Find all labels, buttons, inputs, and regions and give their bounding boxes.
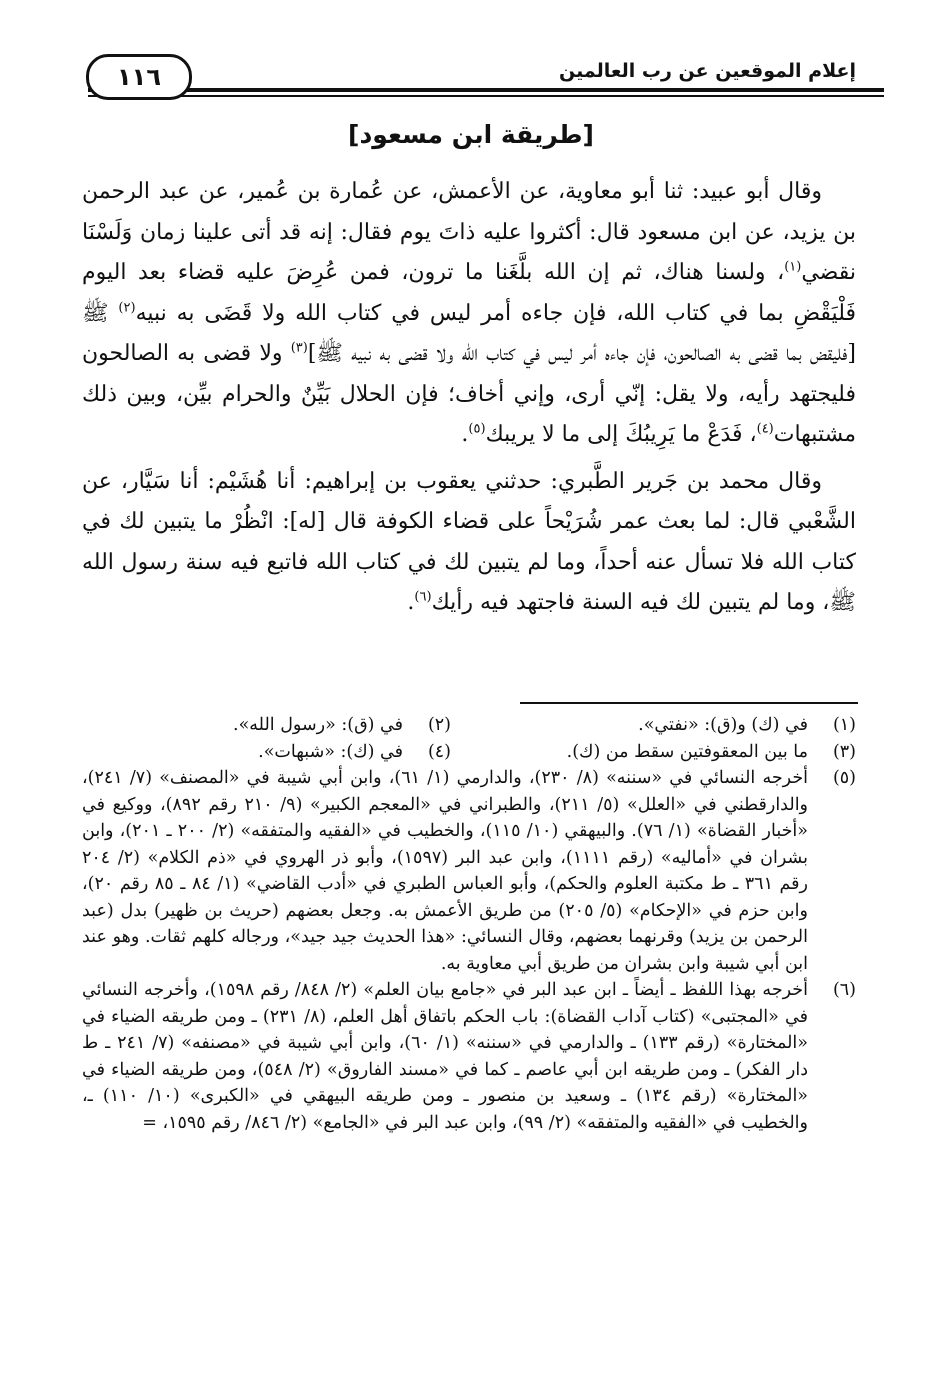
text-run: ﷺ [فليقض بما قضى به الصالحون، فإن جاءه أمر ليس في كتاب الله ولا قضى به نبيه ﷺ] (82, 300, 857, 366)
page-number-badge: ١١٦ (86, 54, 192, 100)
running-title: إعلام الموقعين عن رب العالمين (559, 60, 856, 82)
footnote-number: (٦) (832, 980, 856, 1000)
footnote-text: ما بين المعقوفتين سقط من (ك). (566, 741, 808, 762)
footnote-ref-6[interactable]: (٦) (414, 589, 432, 605)
text-run: ولا قضى به الصالحون فليجتهد رأيه، ولا يقل: إنّي أرى، وإني أخاف؛ فإن الحلال بَيِّنٌ والحرام بيِّن، وبين ذلك مشتبهات (82, 341, 856, 447)
footnote-text: في (ك) و(ق): «نفتي». (638, 715, 808, 735)
footnotes (82, 712, 856, 1136)
text-run: ، ولسنا هناك، ثم إن الله بلَّغَنا ما ترون، فمن عُرِضَ عليه قضاء بعد اليوم فَلْيَقْضِ بما في كتاب الله، فإن جاءه أمر ليس في كتاب الله ولا قَضَى به نبيه (82, 260, 856, 326)
footnote-6 (82, 977, 856, 1136)
footnote-2 (233, 712, 451, 739)
footnote-5 (82, 765, 856, 977)
header-rule-thick (88, 88, 884, 92)
page-header (88, 52, 884, 102)
footnote-ref-2[interactable]: (٢) (118, 300, 136, 316)
footnote-number: (٥) (832, 768, 856, 788)
footnote-text: في (ك): «شبهات». (258, 741, 403, 762)
header-rule-thin (88, 95, 884, 97)
section-title: [طريقة ابن مسعود] (348, 120, 594, 149)
footnote-number: (١) (832, 715, 856, 735)
footnote-ref-4[interactable]: (٤) (756, 421, 774, 437)
footnote-pair-3-4 (82, 739, 856, 766)
footnote-separator (520, 702, 858, 704)
footnote-pair-1-2 (82, 712, 856, 739)
footnote-3 (451, 739, 856, 766)
footnote-ref-1[interactable]: (١) (784, 259, 802, 275)
footnote-4 (258, 739, 451, 766)
footnote-text: أخرجه النسائي في «سننه» (٨/ ٢٣٠)، والدارمي (١/ ٦١)، وابن أبي شيبة في «المصنف» (٧/ ٢٤١)، والدارقطني في «العلل» (٥/ ٢١١)، والطبراني في «المعجم الكبير» (٩/ ٢١٠ رقم ٨٩٢)، ووكيع في «أخبار القضاة» (١/ ٧٦). والبيهقي (١٠/ ١١٥)، والخطيب في «الفقيه والمتفقه» (٢/ ٢٠٠ ـ ٢٠١)، وابن بشران في «أماليه» (رقم ١١١١)، وابن عبد البر (١٥٩٧)، وأبو ذر الهروي في «ذم الكلام» (٢/ ٢٠٤ رقم ٣٦١ ـ ط مكتبة العلوم والحكم)، وأبو العباس الطبري في «أدب القاضي» (١/ ٨٤ ـ ٨٥ رقم ٢٠)، وابن حزم في «الإحكام» (٥/ ٢٠٥) من طريق الأعمش به. وجعل بعضهم (حريث بن ظهير) بدل (عبد الرحمن بن يزيد) وقرنهما بعضهم، وقال النسائي: «هذا الحديث جيد جيد»، ورجاله كلهم ثقات. وهو عند ابن أبي شيبة وابن بشران من طريق أبي معاوية به. (82, 768, 809, 974)
footnote-number: (٣) (832, 741, 856, 762)
main-text (82, 172, 856, 630)
paragraph-1 (82, 172, 856, 456)
footnote-1 (451, 712, 856, 739)
footnote-ref-5[interactable]: (٥) (468, 421, 486, 437)
footnote-text: أخرجه بهذا اللفظ ـ أيضاً ـ ابن عبد البر في «جامع بيان العلم» (٢/ ٨٤٨/ رقم ١٥٩٨)، وأخرجه النسائي في «المجتبى» (كتاب آداب القضاة): باب الحكم باتفاق أهل العلم، (٨/ ٢٣١) ـ ومن طريقه الضياء في «المختارة» (رقم ١٣٣) ـ والدارمي في «سننه» (١/ ٦٠)، وابن أبي شيبة في «مصنفه» (٧/ ٢٤١ ـ ط دار الفكر) ـ ومن طريقه ابن أبي عاصم ـ كما في «مسند الفاروق» (٢/ ٥٤٨)، ومن طريقه الضياء في «المختارة» (رقم ١٣٤) ـ وسعيد بن منصور ـ ومن طريقه البيهقي في «الكبرى» (١٠/ ١١٠) ـ، والخطيب في «الفقيه والمتفقه» (٢/ ٩٩)، وابن عبد البر في «الجامع» (٢/ ٨٤٦/ رقم ١٥٩٥، = (82, 980, 809, 1133)
text-run: وقال أبو عبيد: ثنا أبو معاوية، عن الأعمش، عن عُمارة بن عُمير، عن عبد الرحمن بن يزيد، عن ابن مسعود قال: أكثروا عليه ذاتَ يوم فقال: إنه قد أتى علينا زمان وَلَسْنَا نقضي (82, 179, 856, 285)
text-run: ، فَدَعْ ما يَرِيبُكَ إلى ما لا يريبك (485, 422, 757, 447)
text-run: . (461, 422, 469, 447)
footnote-number: (٢) (427, 715, 451, 735)
paragraph-2 (82, 462, 856, 624)
text-run: . (407, 590, 415, 615)
footnote-text: في (ق): «رسول الله». (233, 715, 403, 735)
footnote-ref-3[interactable]: (٣) (290, 340, 308, 356)
text-run: وقال محمد بن جَرير الطَّبري: حدثني يعقوب بن إبراهيم: أنا هُشَيْم: أنا سَيَّار، عن الشَّعْبي قال: لما بعث عمر شُرَيْحاً على قضاء الكوفة قال [له]: انْظُرْ ما يتبين لك في كتاب الله فلا تسأل عنه أحداً، وما لم يتبين لك في كتاب الله فاتبع فيه سنة رسول الله ﷺ، وما لم يتبين لك فيه السنة فاجتهد فيه رأيك (82, 468, 856, 615)
footnote-number: (٤) (427, 741, 451, 762)
